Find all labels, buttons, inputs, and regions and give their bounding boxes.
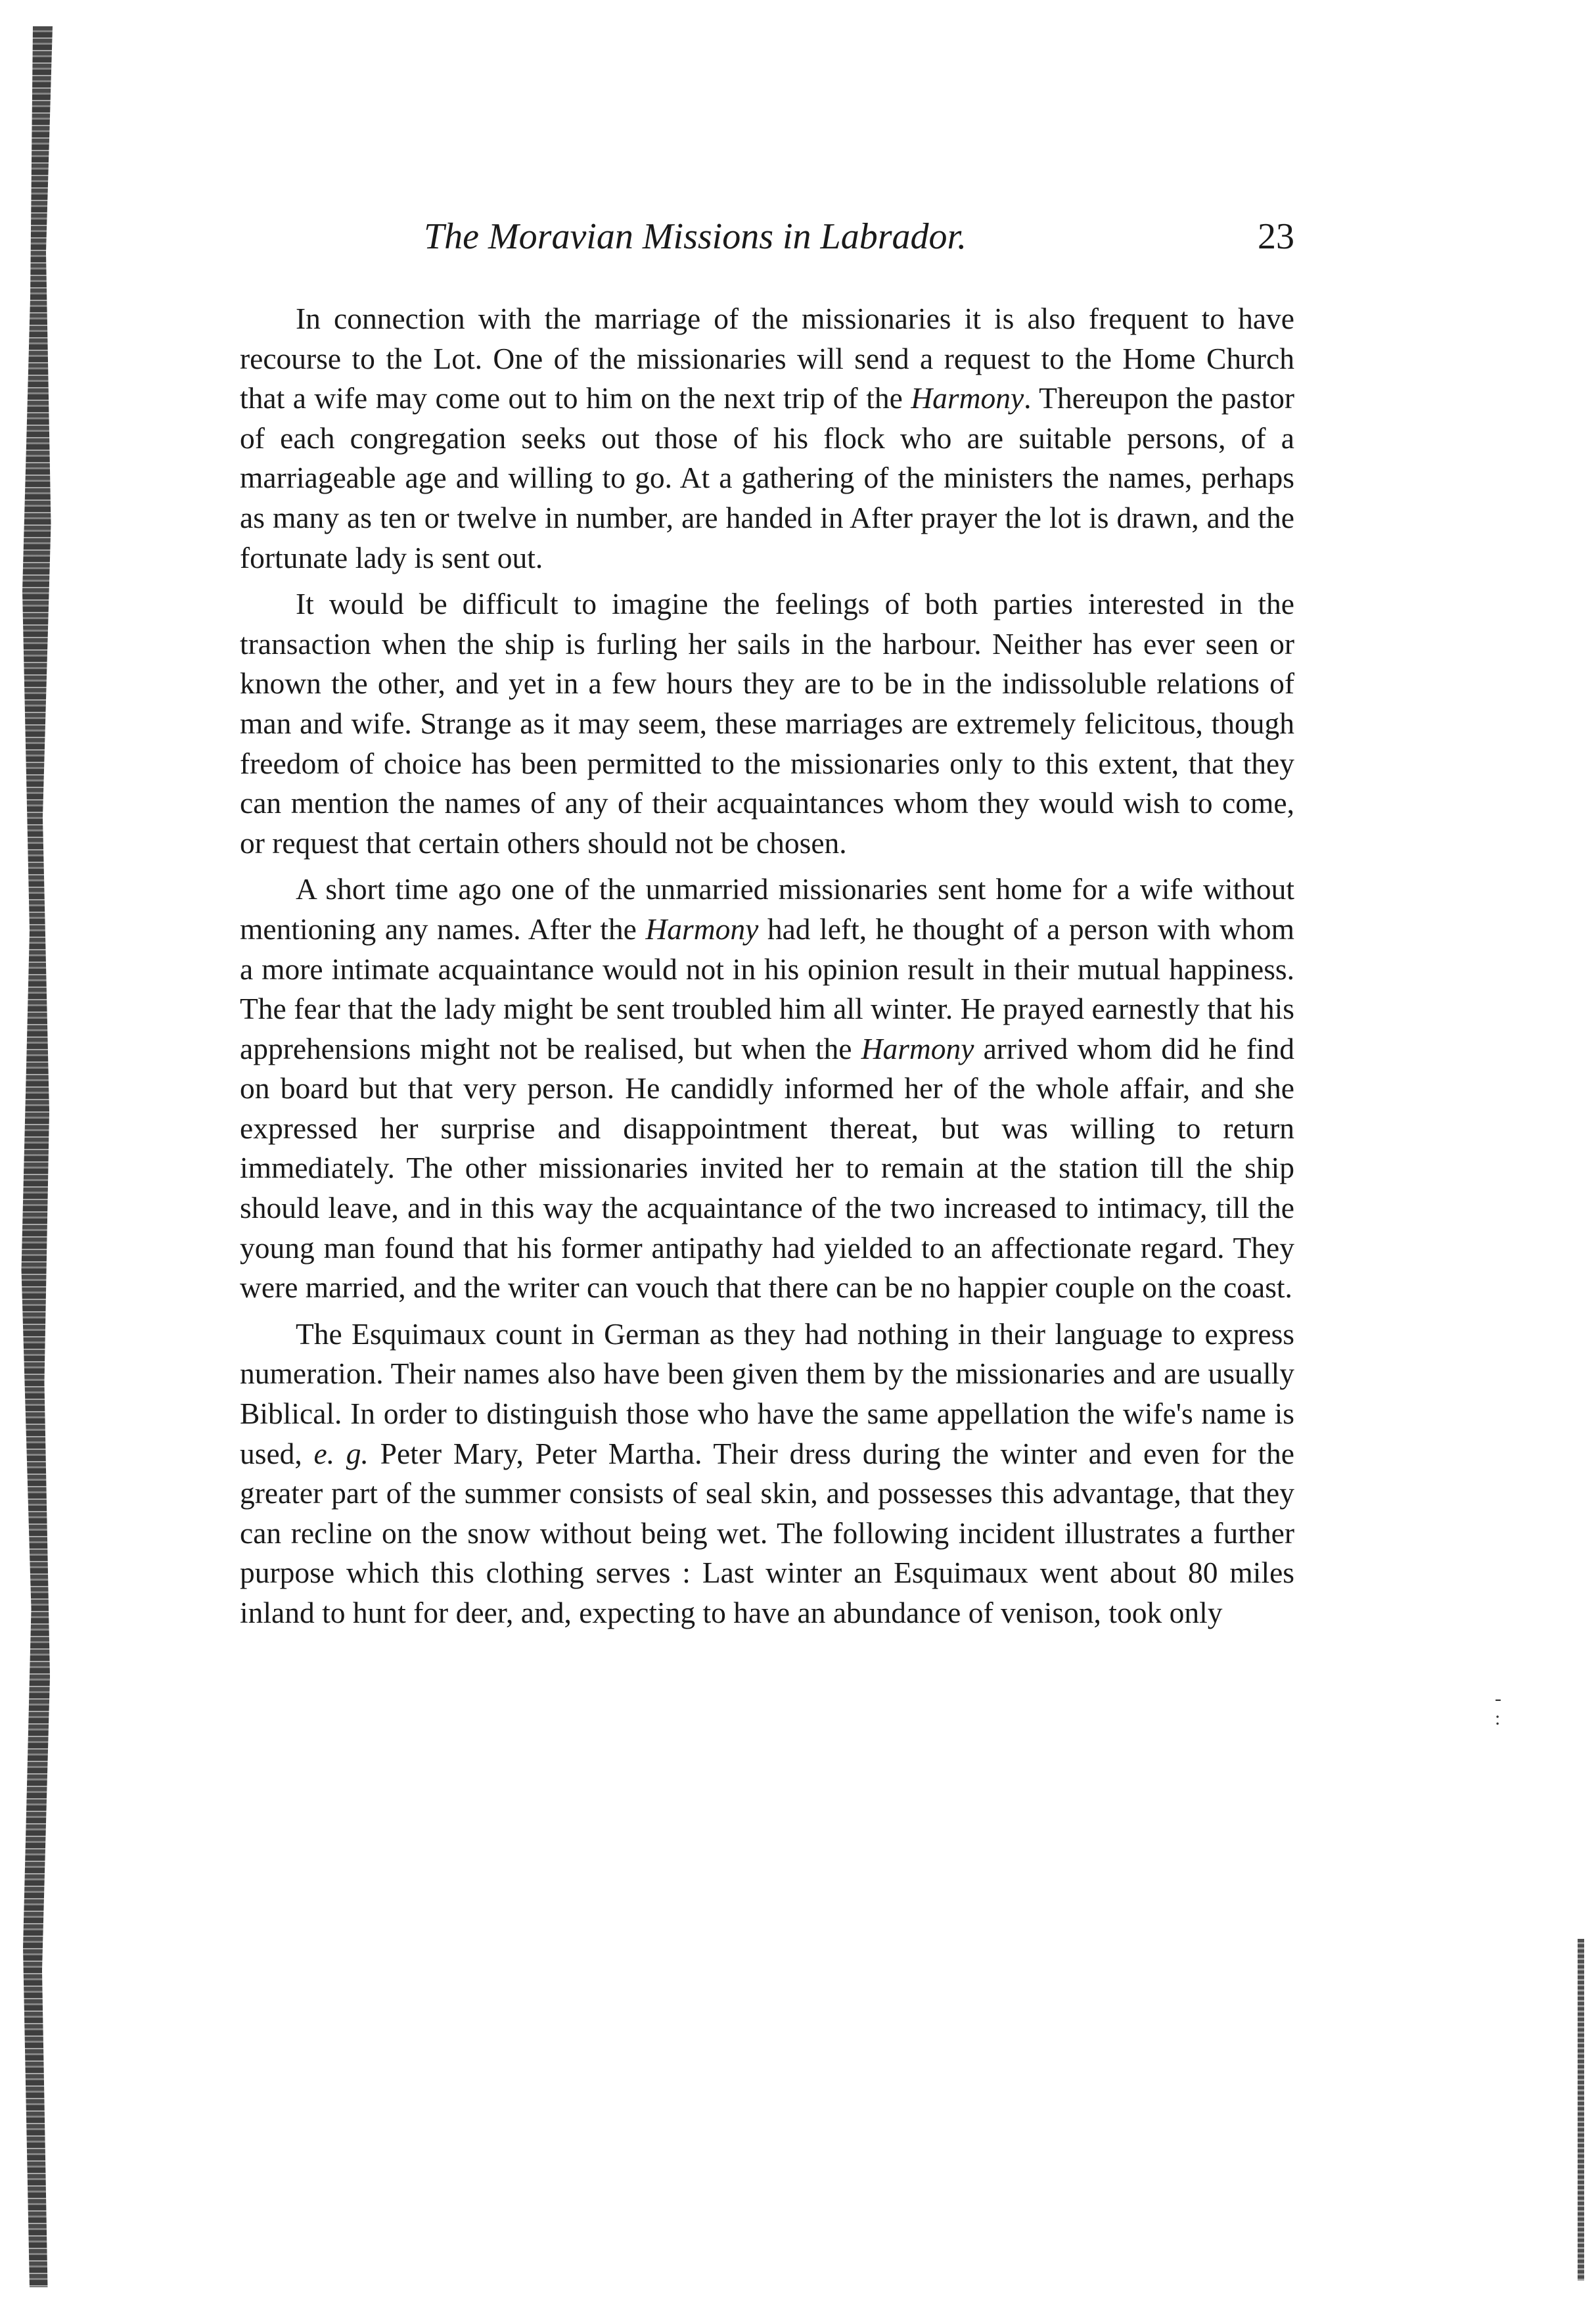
italic-text: Harmony bbox=[645, 912, 759, 946]
paragraph bbox=[240, 870, 1294, 1308]
text-run: In connection with the marriage of the missionaries it is also frequent to have recourse to the Lot. One of the missionaries will send a request to the Home Church that a wife may come out to him on the next trip of the bbox=[240, 302, 1294, 415]
scanned-right-edge bbox=[1578, 1939, 1584, 2281]
text-run: arrived whom did he find on board but that very person. He candidly informed her of the whole affair, and she expressed her surprise and disappointment thereat, but was willing to return immediately. The other missionaries invited her to remain at the station till the ship should leave, and in this way the acquaintance of the two increased to intimacy, till the young man found that his former antipathy had yielded to an affectionate regard. They were married, and the writer can vouch that there can be no happier couple on the coast. bbox=[240, 1031, 1294, 1305]
margin-mark: - : bbox=[1495, 1688, 1501, 1729]
paragraph bbox=[240, 299, 1294, 578]
paragraph bbox=[240, 1314, 1294, 1633]
text-run: . Thereupon the pastor of each congregation seeks out those of his flock who are suitable persons, of a marriageable age and willing to go. At a gathering of the ministers the names, perhaps as many as ten or twelve in number, are handed in After prayer the lot is drawn, and the fortunate lady is sent out. bbox=[240, 381, 1294, 574]
paragraph bbox=[240, 584, 1294, 863]
text-run: A short time ago one of the unmarried missionaries sent home for a wife without mentioning any names. After the bbox=[240, 872, 1294, 946]
page-number: 23 bbox=[1258, 216, 1294, 257]
body-text bbox=[240, 299, 1294, 1640]
text-run: Peter Mary, Peter Martha. Their dress during the winter and even for the greater part of the summer consists of seal skin, and possesses this advantage, that they can recline on the snow without being wet. The following incident illustrates a further purpose which this clothing serves : Last winter an Esquimaux went about 80 miles inland to hunt for deer, and, expecting to have an abundance of venison, took only bbox=[240, 1436, 1295, 1629]
scanned-binding-edge bbox=[20, 26, 53, 2287]
text-run: The Esquimaux count in German as they had nothing in their language to express numeration. Their names also have been given them by the missionaries and are usually Biblical. In order to distinguish those who have the same appellation the wife's name is used, bbox=[240, 1316, 1294, 1470]
italic-text: e. g. bbox=[313, 1436, 369, 1470]
italic-text: Harmony bbox=[911, 381, 1024, 415]
page-header bbox=[250, 210, 1294, 263]
text-run: had left, he thought of a person with whom a more intimate acquaintance would not in his opinion result in their mutual happiness. The fear that the lady might be sent troubled him all winter. He prayed earnestly that his apprehensions might not be realised, but when the bbox=[240, 912, 1294, 1065]
text-run: It would be difficult to imagine the feelings of both parties interested in the transaction when the ship is furling her sails in the harbour. Neither has ever seen or known the other, and yet in a few hours they are to be in the indissoluble relations of man and wife. Strange as it may seem, these marriages are extremely felicitous, though freedom of choice has been permitted to the missionaries only to this extent, that they can mention the names of any of their acquaintances whom they would wish to come, or request that certain others should not be chosen. bbox=[240, 587, 1294, 860]
italic-text: Harmony bbox=[861, 1031, 974, 1065]
running-title: The Moravian Missions in Labrador. bbox=[424, 216, 967, 257]
